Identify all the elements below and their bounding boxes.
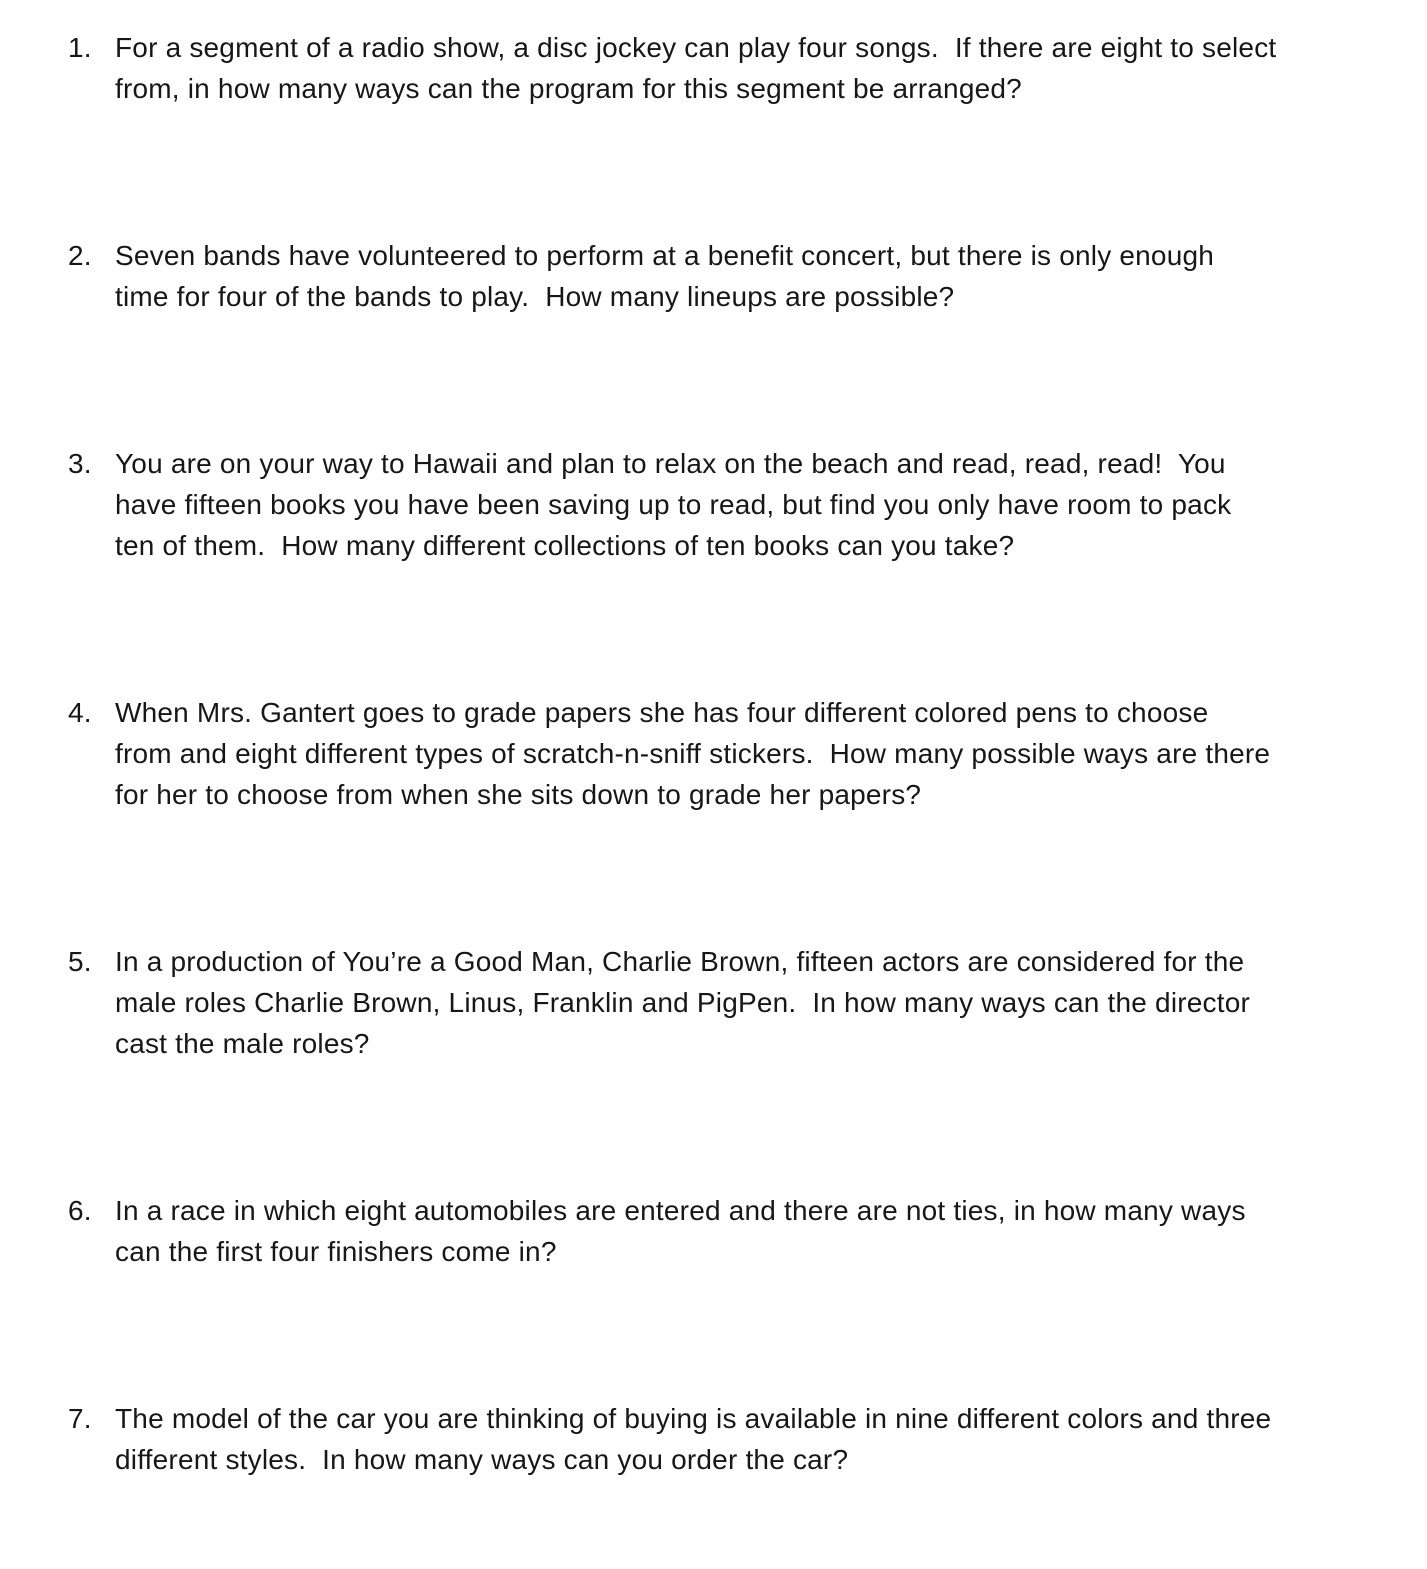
question-3 <box>68 443 1387 566</box>
question-4-number: 4. <box>68 697 92 728</box>
question-2 <box>68 235 1387 317</box>
question-6 <box>68 1190 1387 1272</box>
question-2-text <box>115 235 1387 317</box>
question-7 <box>68 1398 1387 1480</box>
question-7-line-1: The model of the car you are thinking of buying is available in nine different colors and three <box>115 1403 1272 1434</box>
question-2-number: 2. <box>68 240 92 271</box>
question-5-number: 5. <box>68 946 92 977</box>
question-6-text <box>115 1190 1387 1272</box>
question-3-line-3: ten of them. How many different collections of ten books can you take? <box>115 530 1015 561</box>
question-2-line-2: time for four of the bands to play. How many lineups are possible? <box>115 281 955 312</box>
question-1-number: 1. <box>68 32 92 63</box>
question-5-line-2: male roles Charlie Brown, Linus, Franklin and PigPen. In how many ways can the director <box>115 987 1251 1018</box>
question-1-text <box>115 27 1387 109</box>
question-1-line-1: For a segment of a radio show, a disc jockey can play four songs. If there are eight to select <box>115 32 1277 63</box>
question-4-line-1: When Mrs. Gantert goes to grade papers she has four different colored pens to choose <box>115 697 1209 728</box>
question-5 <box>68 941 1387 1064</box>
question-3-line-2: have fifteen books you have been saving up to read, but find you only have room to pack <box>115 489 1232 520</box>
question-4 <box>68 692 1387 815</box>
question-5-line-1: In a production of You’re a Good Man, Charlie Brown, fifteen actors are considered for the <box>115 946 1245 977</box>
question-4-text <box>115 692 1387 815</box>
question-5-line-3: cast the male roles? <box>115 1028 370 1059</box>
question-6-line-1: In a race in which eight automobiles are entered and there are not ties, in how many ways <box>115 1195 1246 1226</box>
question-4-line-3: for her to choose from when she sits down to grade her papers? <box>115 779 922 810</box>
question-6-line-2: can the first four finishers come in? <box>115 1236 557 1267</box>
question-6-number: 6. <box>68 1195 92 1226</box>
question-3-line-1: You are on your way to Hawaii and plan to relax on the beach and read, read, read! You <box>115 448 1226 479</box>
question-3-text <box>115 443 1387 566</box>
question-5-text <box>115 941 1387 1064</box>
question-3-number: 3. <box>68 448 92 479</box>
question-7-line-2: different styles. In how many ways can you order the car? <box>115 1444 849 1475</box>
question-7-number: 7. <box>68 1403 92 1434</box>
question-1 <box>68 27 1387 109</box>
question-7-text <box>115 1398 1387 1480</box>
question-2-line-1: Seven bands have volunteered to perform at a benefit concert, but there is only enough <box>115 240 1215 271</box>
question-1-line-2: from, in how many ways can the program for this segment be arranged? <box>115 73 1022 104</box>
question-4-line-2: from and eight different types of scratch-n-sniff stickers. How many possible ways are there <box>115 738 1271 769</box>
